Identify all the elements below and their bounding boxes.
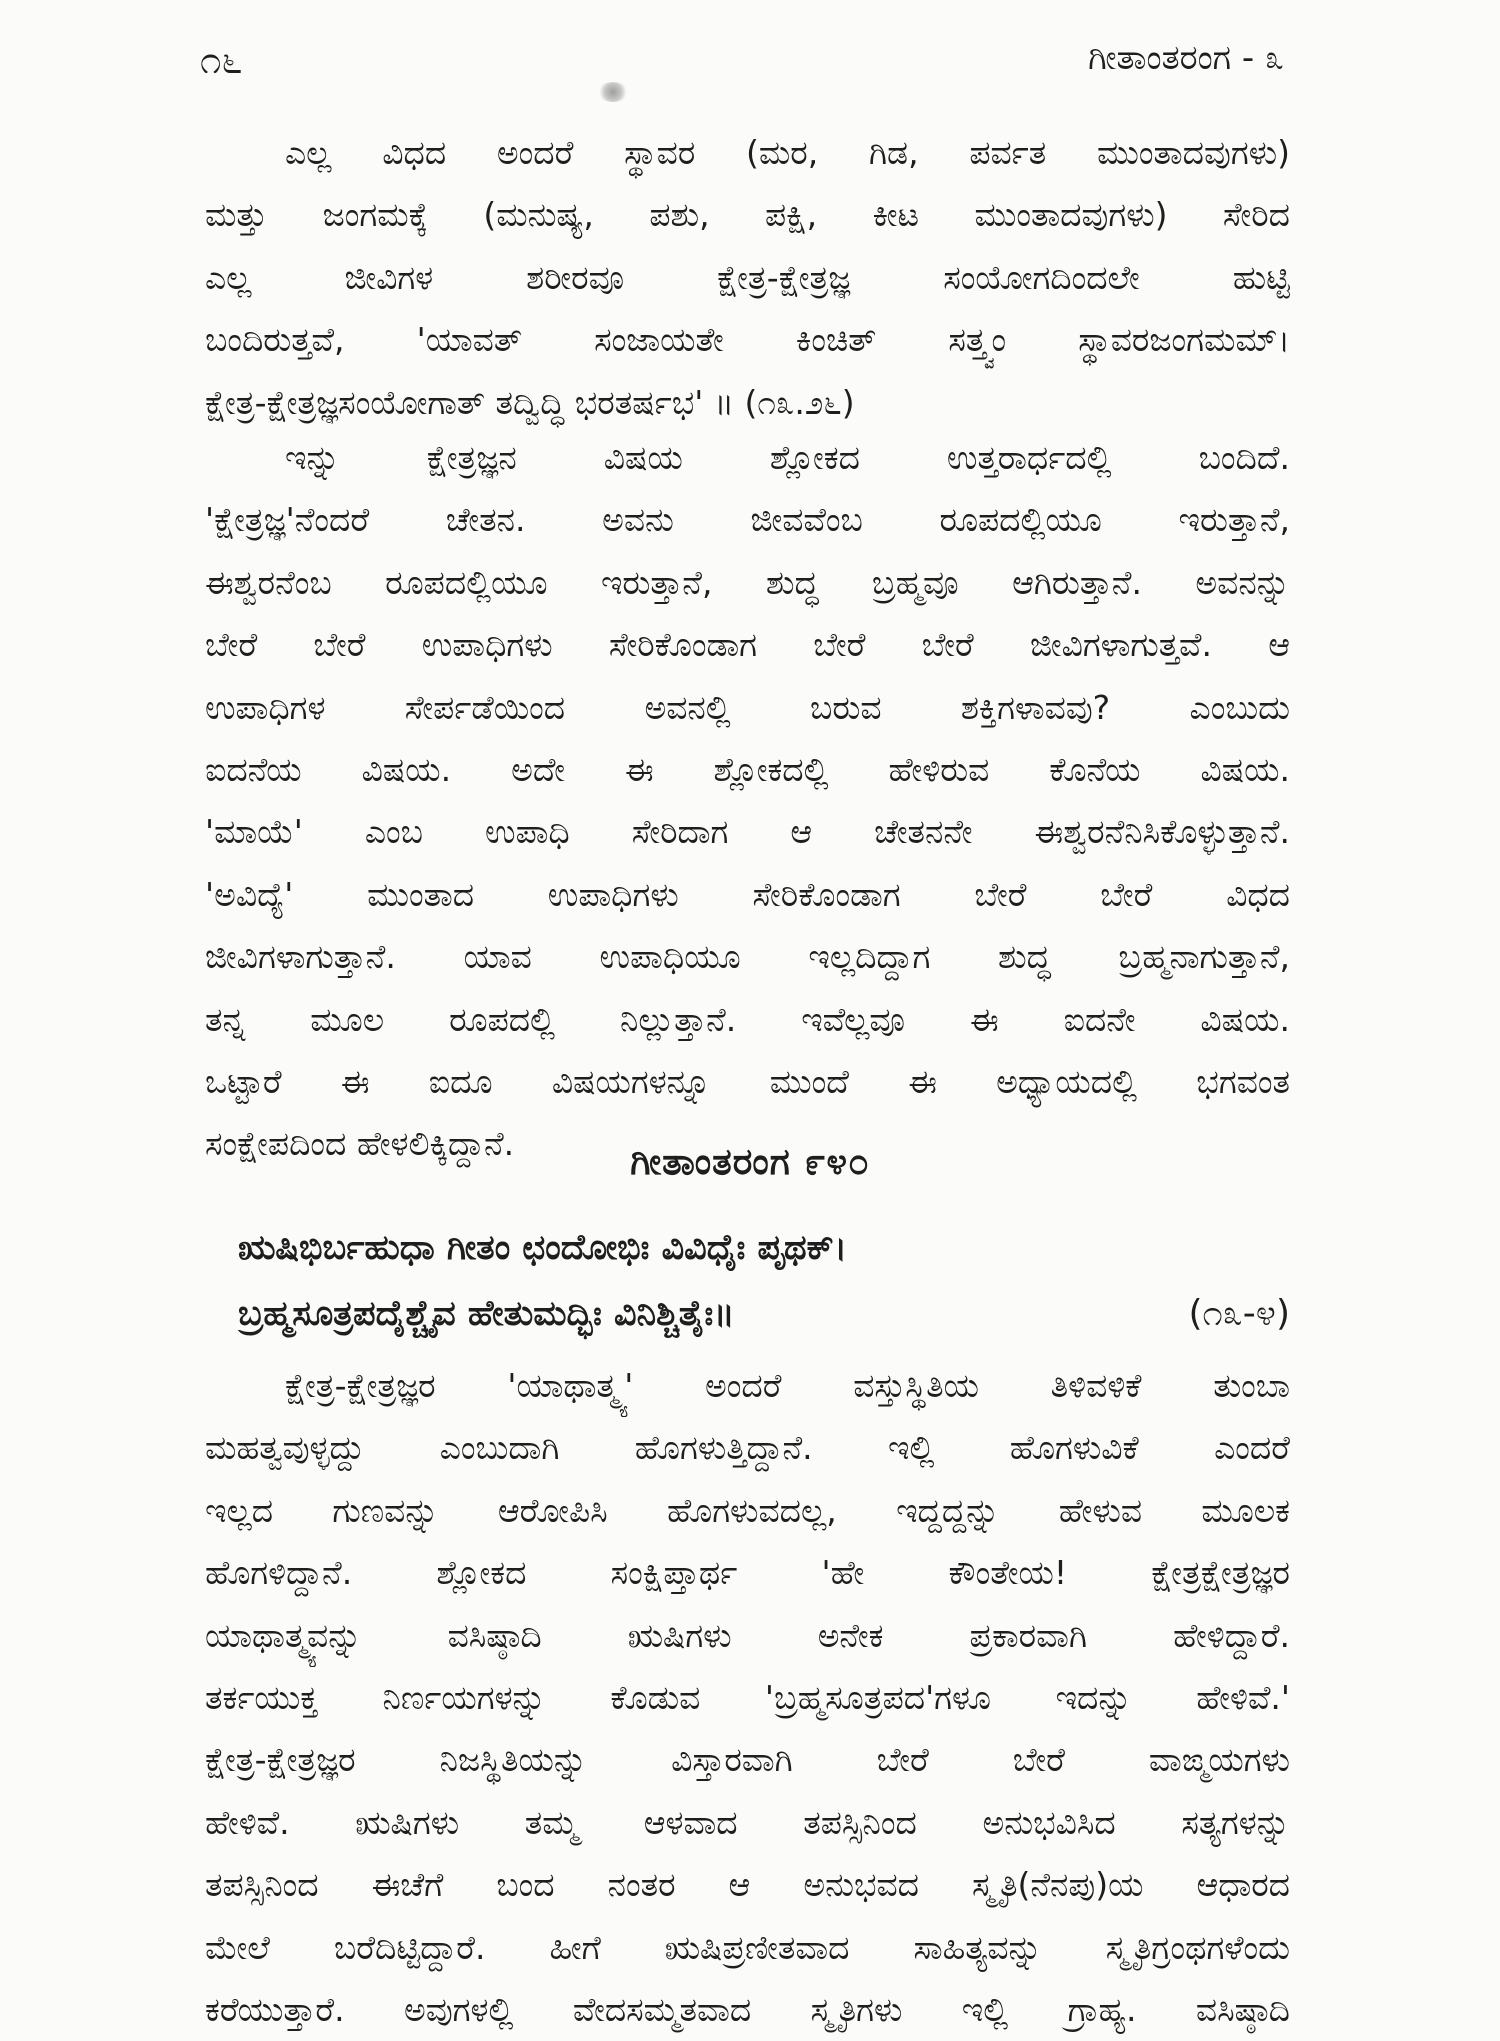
text-line: ಬಂದಿರುತ್ತವೆ, 'ಯಾವತ್ ಸಂಜಾಯತೇ ಕಿಂಚಿತ್ ಸತ್ತ್ವಂ ಸ್ಥಾವರಜಂಗಮಮ್। xyxy=(205,320,1290,360)
text-line: ಎಲ್ಲ ಜೀವಿಗಳ ಶರೀರವೂ ಕ್ಷೇತ್ರ-ಕ್ಷೇತ್ರಜ್ಞ ಸಂಯೋಗದಿಂದಲೇ ಹುಟ್ಟಿ xyxy=(205,257,1290,297)
text-line: ಹೇಳಿವೆ. ಋಷಿಗಳು ತಮ್ಮ ಆಳವಾದ ತಪಸ್ಸಿನಿಂದ ಅನುಭವಿಸಿದ ಸತ್ಯಗಳನ್ನು xyxy=(205,1802,1290,1842)
shloka-line-2-text: ಬ್ರಹ್ಮಸೂತ್ರಪದೈಶ್ಚೈವ ಹೇತುಮದ್ಭಿಃ ವಿನಿಶ್ಚಿತೈಃ॥ xyxy=(238,1294,735,1334)
text-line: ಐದನೆಯ ವಿಷಯ. ಅದೇ ಈ ಶ್ಲೋಕದಲ್ಲಿ ಹೇಳಿರುವ ಕೊನೆಯ ವಿಷಯ. xyxy=(205,749,1290,789)
ink-smudge xyxy=(598,82,628,102)
text-line: 'ಕ್ಷೇತ್ರಜ್ಞ'ನೆಂದರೆ ಚೇತನ. ಅವನು ಜೀವವೆಂಬ ರೂಪದಲ್ಲಿಯೂ ಇರುತ್ತಾನೆ, xyxy=(205,500,1290,540)
text-line: ಕ್ಷೇತ್ರ-ಕ್ಷೇತ್ರಜ್ಞಸಂಯೋಗಾತ್ ತದ್ವಿದ್ಧಿ ಭರತರ್ಷಭ' ॥ (೧೩.೨೬) xyxy=(205,382,855,422)
running-header-title: ಗೀತಾಂತರಂಗ - ೩ xyxy=(1088,38,1284,78)
text-line: ಹೊಗಳಿದ್ದಾನೆ. ಶ್ಲೋಕದ ಸಂಕ್ಷಿಪ್ತಾರ್ಥ 'ಹೇ ಕೌಂತೇಯ! ಕ್ಷೇತ್ರಕ್ಷೇತ್ರಜ್ಞರ xyxy=(205,1553,1290,1593)
paragraph-3 xyxy=(205,1355,1290,2041)
text-line: ಯಾಥಾತ್ಮ್ಯವನ್ನು ವಸಿಷ್ಠಾದಿ ಋಷಿಗಳು ಅನೇಕ ಪ್ರಕಾರವಾಗಿ ಹೇಳಿದ್ದಾರೆ. xyxy=(205,1615,1290,1655)
verse-reference: (೧೩-೪) xyxy=(1188,1293,1290,1334)
text-line: ಮೇಲೆ ಬರೆದಿಟ್ಟಿದ್ದಾರೆ. ಹೀಗೆ ಋಷಿಪ್ರಣೀತವಾದ ಸಾಹಿತ್ಯವನ್ನು ಸ್ಮೃತಿಗ್ರಂಥಗಳೆಂದು xyxy=(205,1927,1290,1967)
paragraph-2 xyxy=(205,427,1290,1176)
text-line: 'ಅವಿದ್ಯೆ' ಮುಂತಾದ ಉಪಾಧಿಗಳು ಸೇರಿಕೊಂಡಾಗ ಬೇರೆ ಬೇರೆ ವಿಧದ xyxy=(205,874,1290,914)
text-line: ಕ್ಷೇತ್ರ-ಕ್ಷೇತ್ರಜ್ಞರ ನಿಜಸ್ಥಿತಿಯನ್ನು ವಿಸ್ತಾರವಾಗಿ ಬೇರೆ ಬೇರೆ ವಾಙ್ಮಯಗಳು xyxy=(205,1740,1290,1780)
text-line: ಕರೆಯುತ್ತಾರೆ. ಅವುಗಳಲ್ಲಿ ವೇದಸಮ್ಮತವಾದ ಸ್ಮೃತಿಗಳು ಇಲ್ಲಿ ಗ್ರಾಹ್ಯ. ವಸಿಷ್ಠಾದಿ xyxy=(205,1989,1290,2029)
paragraph-1 xyxy=(205,122,1290,434)
text-line: ಎಲ್ಲ ವಿಧದ ಅಂದರೆ ಸ್ಥಾವರ (ಮರ, ಗಿಡ, ಪರ್ವತ ಮುಂತಾದವುಗಳು) xyxy=(285,133,1290,172)
shloka-verse xyxy=(238,1215,1290,1347)
text-line: ತರ್ಕಯುಕ್ತ ನಿರ್ಣಯಗಳನ್ನು ಕೊಡುವ 'ಬ್ರಹ್ಮಸೂತ್ರಪದ'ಗಳೂ ಇದನ್ನು ಹೇಳಿವೆ.' xyxy=(205,1677,1290,1717)
text-line: ಈಶ್ವರನೆಂಬ ರೂಪದಲ್ಲಿಯೂ ಇರುತ್ತಾನೆ, ಶುದ್ಧ ಬ್ರಹ್ಮವೂ ಆಗಿರುತ್ತಾನೆ. ಅವನನ್ನು xyxy=(205,562,1290,602)
text-line: ಇಲ್ಲದ ಗುಣವನ್ನು ಆರೋಪಿಸಿ ಹೊಗಳುವದಲ್ಲ, ಇದ್ದದ್ದನ್ನು ಹೇಳುವ ಮೂಲಕ xyxy=(205,1490,1290,1530)
text-line: ಉಪಾಧಿಗಳ ಸೇರ್ಪಡೆಯಿಂದ ಅವನಲ್ಲಿ ಬರುವ ಶಕ್ತಿಗಳಾವವು? ಎಂಬುದು xyxy=(205,687,1290,727)
section-heading: ಗೀತಾಂತರಂಗ ೯೪೦ xyxy=(630,1140,870,1183)
text-line: ಬೇರೆ ಬೇರೆ ಉಪಾಧಿಗಳು ಸೇರಿಕೊಂಡಾಗ ಬೇರೆ ಬೇರೆ ಜೀವಿಗಳಾಗುತ್ತವೆ. ಆ xyxy=(205,625,1290,665)
text-line: ಜೀವಿಗಳಾಗುತ್ತಾನೆ. ಯಾವ ಉಪಾಧಿಯೂ ಇಲ್ಲದಿದ್ದಾಗ ಶುದ್ಧ ಬ್ರಹ್ಮನಾಗುತ್ತಾನೆ, xyxy=(205,937,1290,977)
text-line: ಇನ್ನು ಕ್ಷೇತ್ರಜ್ಞನ ವಿಷಯ ಶ್ಲೋಕದ ಉತ್ತರಾರ್ಧದಲ್ಲಿ ಬಂದಿದೆ. xyxy=(285,438,1290,477)
text-line: 'ಮಾಯೆ' ಎಂಬ ಉಪಾಧಿ ಸೇರಿದಾಗ ಆ ಚೇತನನೇ ಈಶ್ವರನೆನಿಸಿಕೊಳ್ಳುತ್ತಾನೆ. xyxy=(205,812,1290,852)
text-line: ಮಹತ್ವವುಳ್ಳದ್ದು ಎಂಬುದಾಗಿ ಹೊಗಳುತ್ತಿದ್ದಾನೆ. ಇಲ್ಲಿ ಹೊಗಳುವಿಕೆ ಎಂದರೆ xyxy=(205,1428,1290,1468)
page-number: ೧೬ xyxy=(200,38,243,82)
shloka-line-2 xyxy=(238,1281,1290,1347)
shloka-line-1: ಋಷಿಭಿರ್ಬಹುಧಾ ಗೀತಂ ಛಂದೋಭಿಃ ವಿವಿಧೈಃ ಪೃಥಕ್। xyxy=(238,1228,848,1268)
text-line: ತನ್ನ ಮೂಲ ರೂಪದಲ್ಲಿ ನಿಲ್ಲುತ್ತಾನೆ. ಇವೆಲ್ಲವೂ ಈ ಐದನೇ ವಿಷಯ. xyxy=(205,999,1290,1039)
text-line: ಸಂಕ್ಷೇಪದಿಂದ ಹೇಳಲಿಕ್ಕಿದ್ದಾನೆ. xyxy=(205,1124,515,1164)
text-line: ಮತ್ತು ಜಂಗಮಕ್ಕೆ (ಮನುಷ್ಯ, ಪಶು, ಪಕ್ಷಿ, ಕೀಟ ಮುಂತಾದವುಗಳು) ಸೇರಿದ xyxy=(205,195,1290,235)
text-line: ತಪಸ್ಸಿನಿಂದ ಈಚೆಗೆ ಬಂದ ನಂತರ ಆ ಅನುಭವದ ಸ್ಮೃತಿ(ನೆನಪು)ಯ ಆಧಾರದ xyxy=(205,1865,1290,1905)
text-line: ಕ್ಷೇತ್ರ-ಕ್ಷೇತ್ರಜ್ಞರ 'ಯಾಥಾತ್ಮ್ಯ' ಅಂದರೆ ವಸ್ತುಸ್ಥಿತಿಯ ತಿಳಿವಳಿಕೆ ತುಂಬಾ xyxy=(285,1366,1290,1405)
text-line: ಒಟ್ಟಾರೆ ಈ ಐದೂ ವಿಷಯಗಳನ್ನೂ ಮುಂದೆ ಈ ಅಧ್ಯಾಯದಲ್ಲಿ ಭಗವಂತ xyxy=(205,1061,1290,1101)
